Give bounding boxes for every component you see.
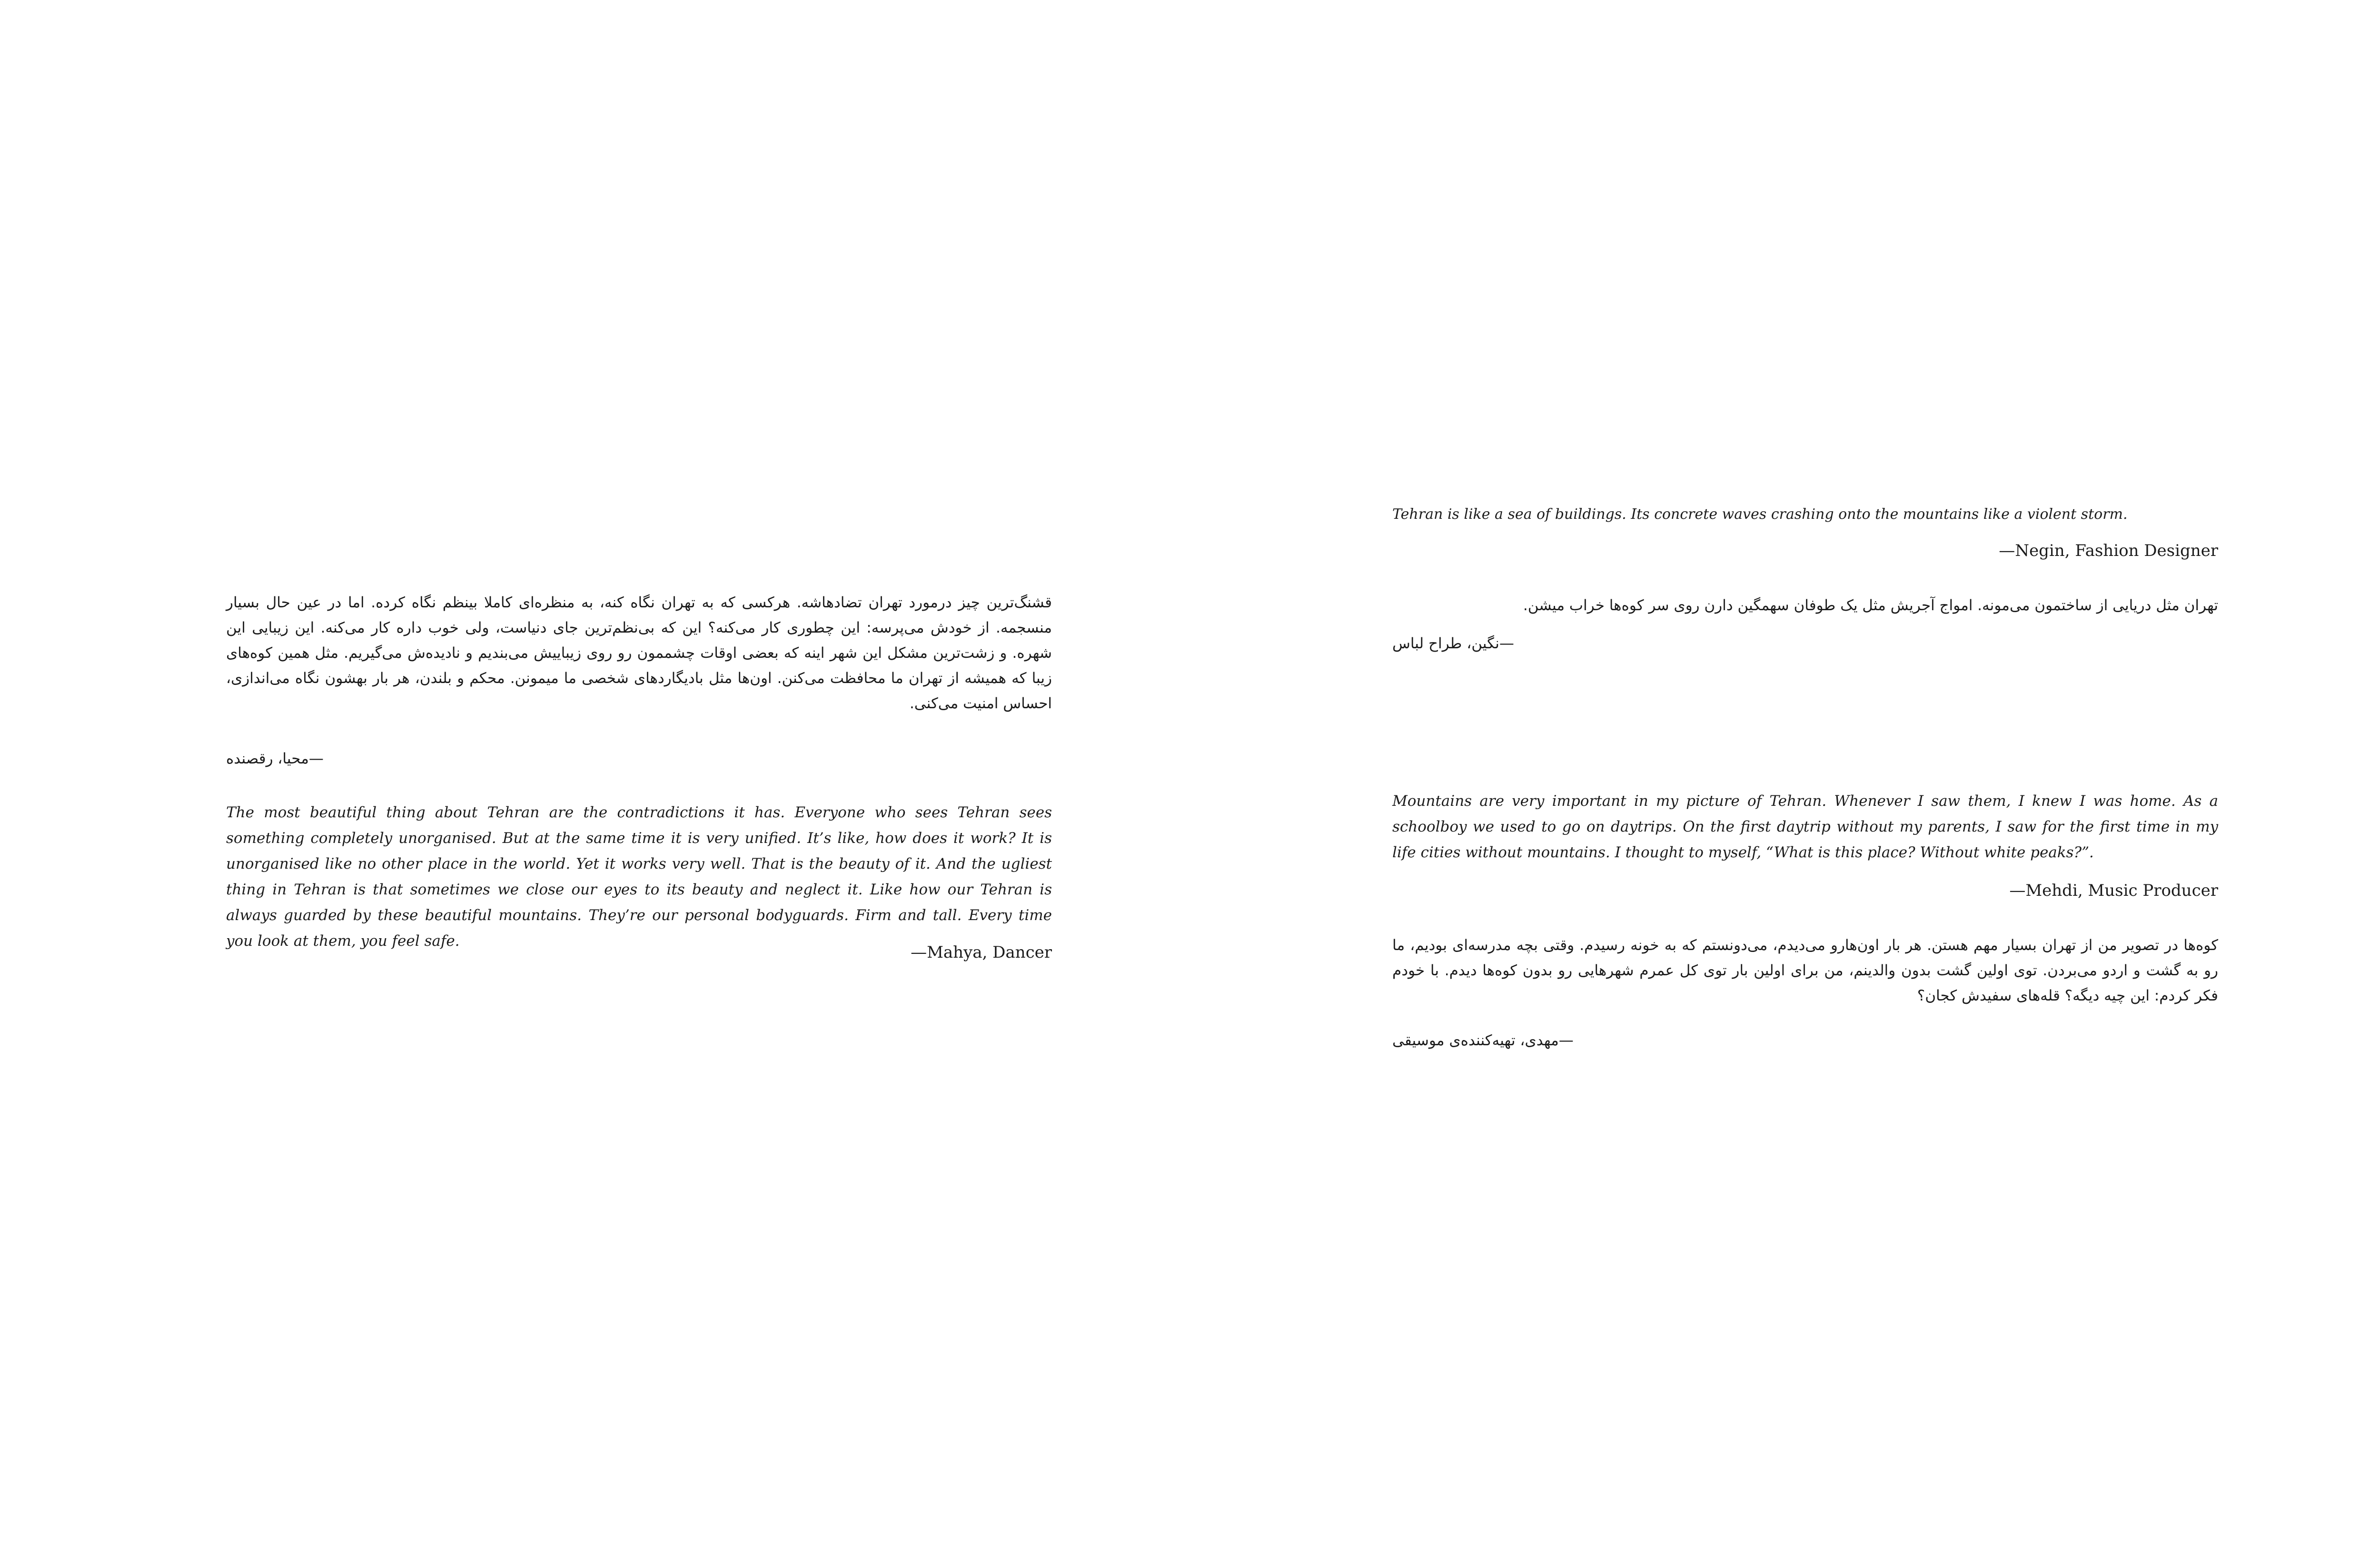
negin-credit-persian: —نگین، طراح لباس bbox=[1392, 635, 1514, 652]
negin-credit-persian-block bbox=[1392, 631, 2218, 656]
right-page bbox=[1209, 0, 2380, 1546]
mehdi-quote-english: Mountains are very important in my picture of Tehran. Whenever I saw them, I knew I was home. As a schoolboy we used to go on daytrips. On the first daytrip without my parents, I saw for the first time in my life cities without mountains. I thought to myself, “What is this place? Without white peaks?”. bbox=[1392, 793, 2218, 861]
mahya-credit-english: —Mahya, Dancer bbox=[911, 943, 1052, 962]
mehdi-quote-persian-block bbox=[1392, 933, 2218, 1009]
mehdi-credit-english-block bbox=[1392, 878, 2218, 903]
mahya-quote-persian-block bbox=[226, 590, 1052, 716]
negin-credit-english: —Negin, Fashion Designer bbox=[1999, 541, 2218, 560]
negin-quote-english-block bbox=[1392, 502, 2218, 527]
negin-quote-persian: تهران مثل دریایی از ساختمون می‌مونه. امواج آجریش مثل یک طوفان سهمگین دارن روی سر کوه‌ها خراب میشن. bbox=[1523, 597, 2218, 614]
mehdi-credit-persian: —مهدی، تهیه‌کننده‌ی موسیقی bbox=[1392, 1032, 1574, 1049]
mahya-credit-persian: —محیا، رقصنده bbox=[226, 750, 324, 767]
mehdi-credit-english: —Mehdi, Music Producer bbox=[2009, 881, 2218, 900]
negin-quote-english: Tehran is like a sea of buildings. Its concrete waves crashing onto the mountains like a violent storm. bbox=[1392, 506, 2128, 523]
mahya-quote-english: The most beautiful thing about Tehran are the contradictions it has. Everyone who sees Tehran sees something completely unorganised. But at the same time it is very unified. It’s like, how does it work? It is unorganised like no other place in the world. Yet it works very well. That is the beauty of it. And the ugliest thing in Tehran is that sometimes we close our eyes to its beauty and neglect it. Like how our Tehran is always guarded by these beautiful mountains. They’re our personal bodyguards. Firm and tall. Every time you look at them, you feel safe. bbox=[226, 804, 1052, 950]
mahya-credit-english-block bbox=[226, 940, 1052, 965]
mahya-quote-english-block bbox=[226, 800, 1052, 954]
mehdi-credit-persian-block bbox=[1392, 1028, 2218, 1053]
negin-quote-persian-block bbox=[1392, 593, 2218, 618]
mahya-credit-persian-block bbox=[226, 746, 1052, 772]
mahya-quote-persian: قشنگ‌ترین چیز درمورد تهران تضادهاشه. هرکسی که به تهران نگاه کنه، به منظره‌ای کاملا بینظم نگاه کرده. اما در عین حال بسیار منسجمه. از خودش می‌پرسه: این چطوری کار می‌کنه؟ این که بی‌نظم‌ترین جای دنیاست، ولی خوب داره کار می‌کنه. این زیبایی این شهره. و زشت‌ترین مشکل این شهر اینه که بعضی اوقات چشممون رو روی زیباییش می‌بندیم و نادیده‌ش می‌گیریم. مثل همین کوه‌های زیبا که همیشه از تهران ما محافظت می‌کنن. اون‌ها مثل بادیگاردهای شخصی ما میمونن. محکم و بلندن، هر بار بهشون نگاه می‌اندازی، احساس امنیت می‌کنی. bbox=[226, 594, 1052, 712]
mehdi-quote-persian: کوه‌ها در تصویر من از تهران بسیار مهم هستن. هر بار اون‌هارو می‌دیدم، می‌دونستم که به خونه رسیدم. وقتی بچه مدرسه‌ای بودیم، ما رو به گشت و اردو می‌بردن. توی اولین گشت بدون والدینم، من برای اولین بار توی کل عمرم شهرهایی رو بدون کوه‌ها دیدم. با خودم فکر کردم: این چیه دیگه؟ قله‌های سفیدش کجان؟ bbox=[1392, 937, 2218, 1004]
mehdi-quote-english-block bbox=[1392, 788, 2218, 865]
negin-credit-english-block bbox=[1392, 538, 2218, 564]
